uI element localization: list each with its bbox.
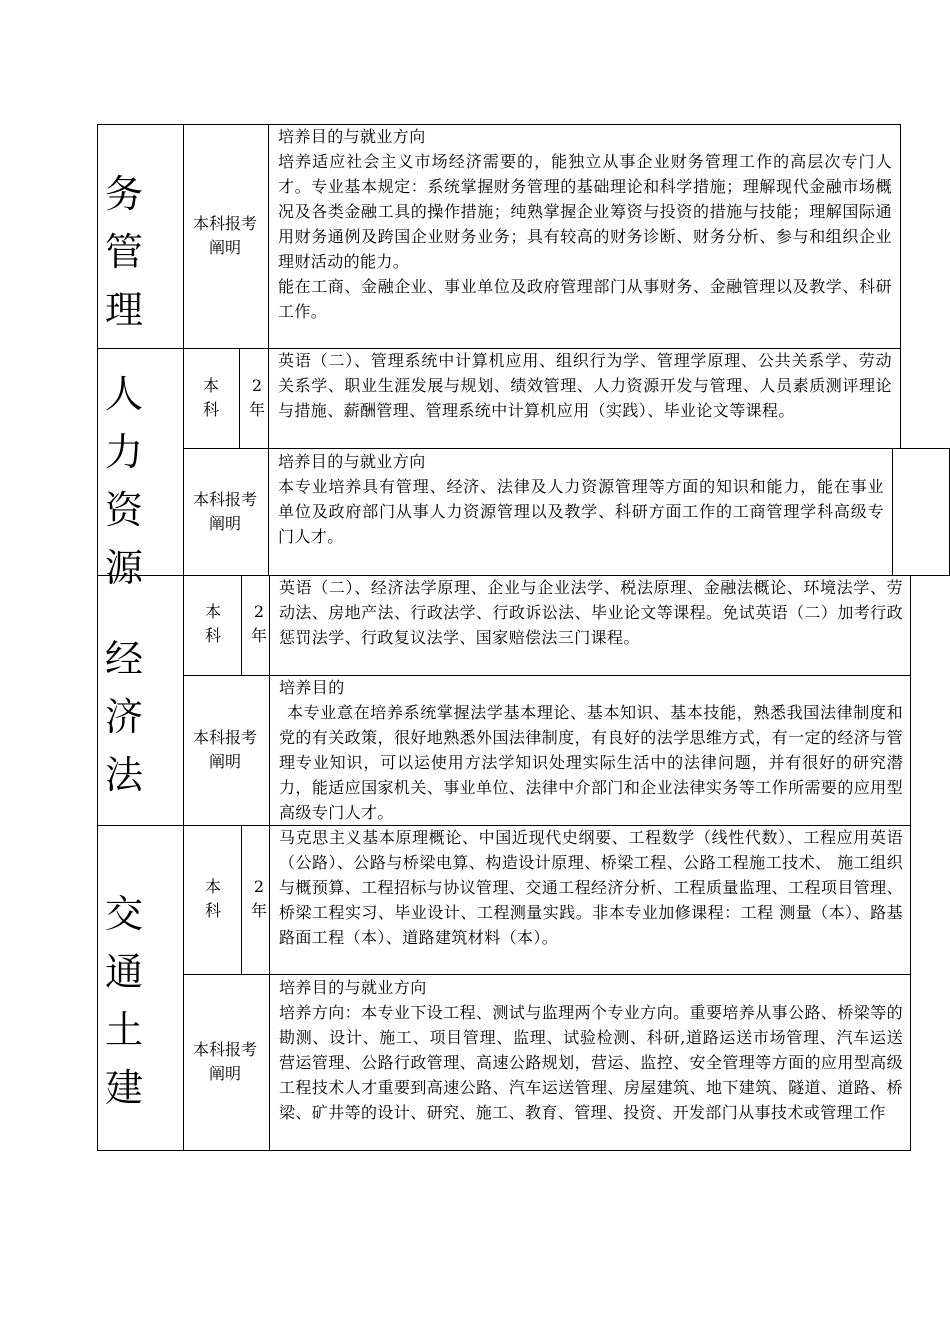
hr-duration: 2年 bbox=[248, 376, 265, 419]
law-duration: 2年 bbox=[250, 602, 267, 645]
financial-desc-label: 本科报考阐明 bbox=[192, 214, 257, 257]
col-major-divider bbox=[183, 124, 184, 1151]
financial-desc-cell bbox=[278, 124, 892, 324]
border-right-bottom bbox=[910, 575, 911, 1151]
financial-body: 培养适应社会主义市场经济需要的，能独立从事企业财务管理工作的高层次专门人才。专业基本规定：系统掌握财务管理的基础理论和科学措施；理解现代金融市场概况及各类金融工具的操作措施；纯熟掌握企业筹资与投资的措施与技能；理解国际通用财务通例及跨国企业财务业务；具有较高的财务诊断、财务分析、参与和组织企业理财活动的能力。 bbox=[278, 152, 892, 271]
hr-body: 本专业培养具有管理、经济、法律及人力资源管理等方面的知识和能力，能在事业单位及政府部门从事人力资源管理以及教学、科研方面工作的工商管理学科高级专门人才。 bbox=[278, 477, 884, 546]
law-courses: 英语（二）、经济法学原理、企业与企业法学、税法原理、金融法概论、环境法学、劳动法、房地产法、行政法学、行政诉讼法、毕业论文等课程。免试英语（二）加考行政惩罚法学、行政复议法学、国家赔偿法三门课程。 bbox=[279, 578, 903, 647]
col-level-divider-law bbox=[241, 575, 242, 676]
col-level-divider-hr bbox=[239, 348, 240, 449]
hr-desc-label: 本科报考阐明 bbox=[192, 490, 257, 533]
law-desc-label: 本科报考阐明 bbox=[192, 728, 257, 771]
law-desc-cell bbox=[279, 675, 903, 825]
law-heading: 培养目的 bbox=[279, 678, 345, 697]
border-right-hr-a bbox=[892, 448, 893, 576]
law-level: 本科 bbox=[204, 602, 221, 645]
major-law-label: 经济法 bbox=[104, 637, 143, 797]
civil-courses: 马克思主义基本原理概论、中国近现代史纲要、工程数学（线性代数）、工程应用英语（公路）、公路与桥梁电算、构造设计原理、桥梁工程、公路工程施工技术、 施工组织与概预算、工程招标与协议管理、交通工程经济分析、工程质量监理、工程项目管理、桥梁工程实习、毕业设计、工程测量实践。非本专业加修课程：工程 测量（本）、路基路面工程（本）、道路建筑材料（本）。 bbox=[279, 828, 903, 947]
col-label-divider-a bbox=[268, 124, 269, 576]
civil-body: 培养方向：本专业下设工程、测试与监理两个专业方向。重要培养从事公路、桥梁等的勘测、设计、施工、项目管理、监理、试验检测、科研,道路运送市场管理、汽车运送营运管理、公路行政管理、高速公路规划，营运、监控、安全管理等方面的应用型高级工程技术人才重要到高速公路、汽车运送管理、房屋建筑、地下建筑、隧道、道路、桥梁、矿井等的设计、研究、施工、教育、管理、投资、开发部门从事技术或管理工作 bbox=[279, 1003, 903, 1122]
border-right-top bbox=[900, 124, 901, 449]
major-civil-label: 交通土建 bbox=[104, 892, 143, 1110]
financial-body-2: 能在工商、金融企业、事业单位及政府管理部门从事财务、金融管理以及教学、科研工作。 bbox=[278, 277, 892, 321]
civil-heading: 培养目的与就业方向 bbox=[279, 978, 427, 997]
law-body: 本专业意在培养系统掌握法学基本理论、基本知识、基本技能，熟悉我国法律制度和党的有关政策，很好地熟悉外国法律制度，有良好的法学思维方式，有一定的经济与管理专业知识，可以运使用方法学知识处理实际生活中的法律问题，并有很好的研究潜力，能适应国家机关、事业单位、法律中介部门和企业法律实务等工作所需要的应用型高级专门人才。 bbox=[279, 703, 903, 822]
civil-level: 本科 bbox=[204, 877, 221, 920]
col-level-divider-civil bbox=[241, 825, 242, 975]
hr-desc-cell bbox=[278, 449, 884, 549]
major-hr-label: 人力资源 bbox=[104, 372, 143, 590]
hr-courses: 英语（二）、管理系统中计算机应用、组织行为学、管理学原理、公共关系学、劳动关系学、职业生涯发展与规划、绩效管理、人力资源开发与管理、人员素质测评理论与措施、薪酬管理、管理系统中计算机应用（实践）、毕业论文等课程。 bbox=[278, 351, 892, 420]
major-financial-label: 务管理 bbox=[104, 172, 143, 332]
civil-duration: 2年 bbox=[250, 877, 267, 920]
hr-heading: 培养目的与就业方向 bbox=[278, 452, 426, 471]
civil-desc-label: 本科报考阐明 bbox=[192, 1040, 257, 1083]
hr-level: 本科 bbox=[202, 376, 219, 419]
civil-desc-cell bbox=[279, 975, 903, 1125]
border-bottom bbox=[97, 1150, 911, 1151]
col-label-divider-b bbox=[269, 575, 270, 1151]
financial-heading: 培养目的与就业方向 bbox=[278, 127, 426, 146]
